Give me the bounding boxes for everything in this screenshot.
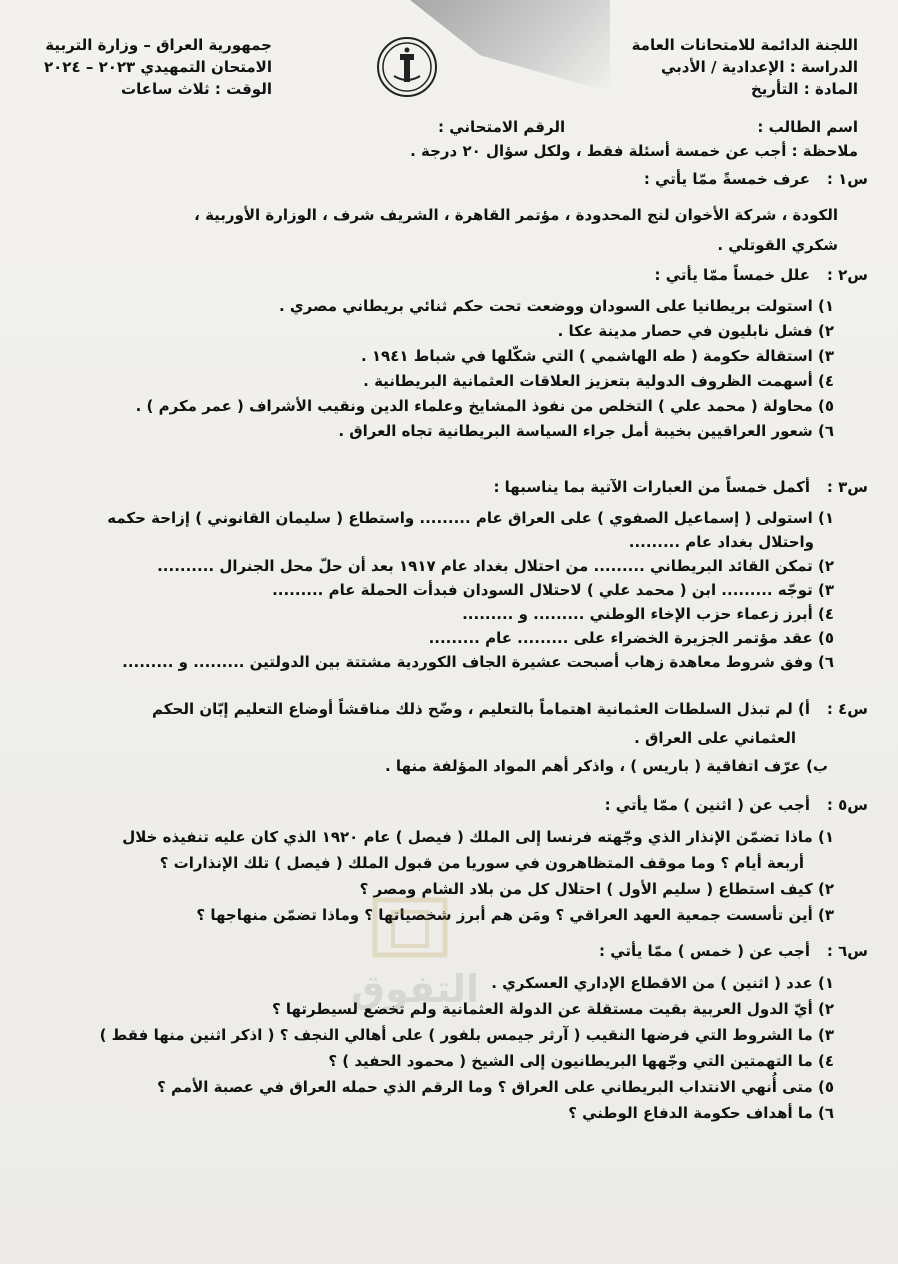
question-number: س٣ : — [826, 478, 868, 496]
list-item: ٣) ما الشروط التي فرضها النقيب ( آرثر جيمس بلفور ) على أهالي النجف ؟ ( اذكر اثنين منها فقط ) — [99, 1026, 834, 1044]
question-6 — [18, 942, 868, 1126]
question-2 — [18, 266, 868, 444]
question-number: س٥ : — [826, 796, 868, 814]
list-item: ١) عدد ( اثنين ) من الاقطاع الإداري العسكري . — [491, 974, 834, 992]
question-number: س٤ : — [826, 700, 868, 718]
study-line: الدراسة : الإعدادية / الأدبي — [660, 58, 858, 76]
student-name-label: اسم الطالب : — [757, 118, 858, 136]
list-item: أ) لم تبذل السلطات العثمانية اهتماماً بالتعليم ، وضّح ذلك مناقشاً أوضاع التعليم إبّان الحكم — [152, 700, 810, 718]
list-item: ٣) استقالة حكومة ( طه الهاشمي ) التي شكّلها في شباط ١٩٤١ . — [360, 347, 834, 365]
header-right-block — [578, 34, 858, 100]
list-item-continued: العثماني على العراق . — [634, 729, 796, 747]
exam-year-line: الامتحان التمهيدي ٢٠٢٣ – ٢٠٢٤ — [43, 58, 272, 76]
list-item: ٤) ما التهمتين التي وجّهها البريطانيون إلى الشيخ ( محمود الحفيد ) ؟ — [328, 1052, 834, 1070]
list-item: ٦) ما أهداف حكومة الدفاع الوطني ؟ — [568, 1104, 834, 1122]
question-number: س٦ : — [826, 942, 868, 960]
list-item: ٢) كيف استطاع ( سليم الأول ) احتلال كل من بلاد الشام ومصر ؟ — [359, 880, 834, 898]
list-item: ٤) أسهمت الظروف الدولية بتعزيز العلاقات العثمانية البريطانية . — [363, 372, 834, 390]
question-title: علل خمساً ممّا يأتي : — [654, 266, 810, 284]
list-item: ٥) محاولة ( محمد علي ) التخلص من نفوذ المشايخ وعلماء الدين ونقيب الأشراف ( عمر مكرم ) . — [135, 397, 834, 415]
list-item: ٢) أيّ الدول العربية بقيت مستقلة عن الدولة العثمانية ولم تخضع لسيطرتها ؟ — [271, 1000, 834, 1018]
list-item-continued: واحتلال بغداد عام ......... — [628, 533, 814, 551]
student-info-row — [38, 118, 858, 136]
list-item: ٦) وفق شروط معاهدة زهاب أصبحت عشيرة الجاف الكوردية مشتتة بين الدولتين ......... و ......... — [122, 653, 834, 671]
list-item: ٣) توجّه ......... ابن ( محمد علي ) لاحتلال السودان فبدأت الحملة عام ......... — [272, 581, 834, 599]
list-item: ١) استولت بريطانيا على السودان ووضعت تحت حكم ثنائي بريطاني مصري . — [278, 297, 834, 315]
list-item: ٢) تمكن القائد البريطاني ......... من احتلال بغداد عام ١٩١٧ بعد أن حلّ محل الجنرال .......... — [157, 557, 834, 575]
list-item: ٥) عقد مؤتمر الجزيرة الخضراء على ......... عام ......... — [428, 629, 834, 647]
list-item: الكودة ، شركة الأخوان لنج المحدودة ، مؤتمر القاهرة ، الشريف شرف ، الوزارة الأوربية ، — [194, 206, 838, 224]
republic-line: جمهورية العراق – وزارة التربية — [45, 36, 272, 54]
question-1 — [18, 170, 868, 260]
committee-line: اللجنة الدائمة للامتحانات العامة — [631, 36, 858, 54]
question-title: عرف خمسةً ممّا يأتي : — [643, 170, 810, 188]
question-title: أكمل خمساً من العبارات الآتية بما يناسبها : — [493, 478, 810, 496]
header-left-block — [22, 34, 272, 100]
list-item: ٥) متى أُنهي الانتداب البريطاني على العراق ؟ وما الرقم الذي حمله العراق في عصبة الأمم ؟ — [157, 1078, 834, 1096]
ministry-seal-icon — [376, 36, 438, 98]
question-title: أجب عن ( خمس ) ممّا يأتي : — [599, 942, 810, 960]
watermark-text: التفوق — [351, 967, 479, 1011]
list-item-continued: أربعة أيام ؟ وما موقف المتظاهرون في سوريا من قبول الملك ( فيصل ) تلك الإنذارات ؟ — [159, 854, 804, 872]
question-title: أجب عن ( اثنين ) ممّا يأتي : — [604, 796, 810, 814]
list-item: ٣) أين تأسست جمعية العهد العراقي ؟ ومَن هم أبرز شخصياتها ؟ وماذا تضمّن منهاجها ؟ — [196, 906, 834, 924]
list-item: ٤) أبرز زعماء حزب الإخاء الوطني ......... و ......... — [462, 605, 834, 623]
exam-note: ملاحظة : أجب عن خمسة أسئلة فقط ، ولكل سؤال ٢٠ درجة . — [410, 142, 858, 160]
subject-line: المادة : التأريخ — [750, 80, 858, 98]
list-item: ب) عرّف اتفاقية ( باريس ) ، واذكر أهم المواد المؤلفة منها . — [385, 757, 828, 775]
question-3 — [18, 478, 868, 674]
exam-number-label: الرقم الامتحاني : — [438, 118, 566, 136]
list-item: ٦) شعور العراقيين بخيبة أمل جراء السياسة البريطانية تجاه العراق . — [338, 422, 834, 440]
list-item: شكري القوتلي . — [717, 236, 838, 254]
list-item: ٢) فشل نابليون في حصار مدينة عكا . — [557, 322, 834, 340]
question-number: س٢ : — [826, 266, 868, 284]
list-item: ١) ماذا تضمّن الإنذار الذي وجّهته فرنسا إلى الملك ( فيصل ) عام ١٩٢٠ الذي كان عليه تنفيذه خلال — [122, 828, 834, 846]
question-4 — [18, 700, 868, 780]
time-line: الوقت : ثلاث ساعات — [121, 80, 272, 98]
list-item: ١) استولى ( إسماعيل الصفوي ) على العراق عام ......... واستطاع ( سليمان القانوني ) إزاحة حكمه — [107, 509, 834, 527]
question-number: س١ : — [826, 170, 868, 188]
